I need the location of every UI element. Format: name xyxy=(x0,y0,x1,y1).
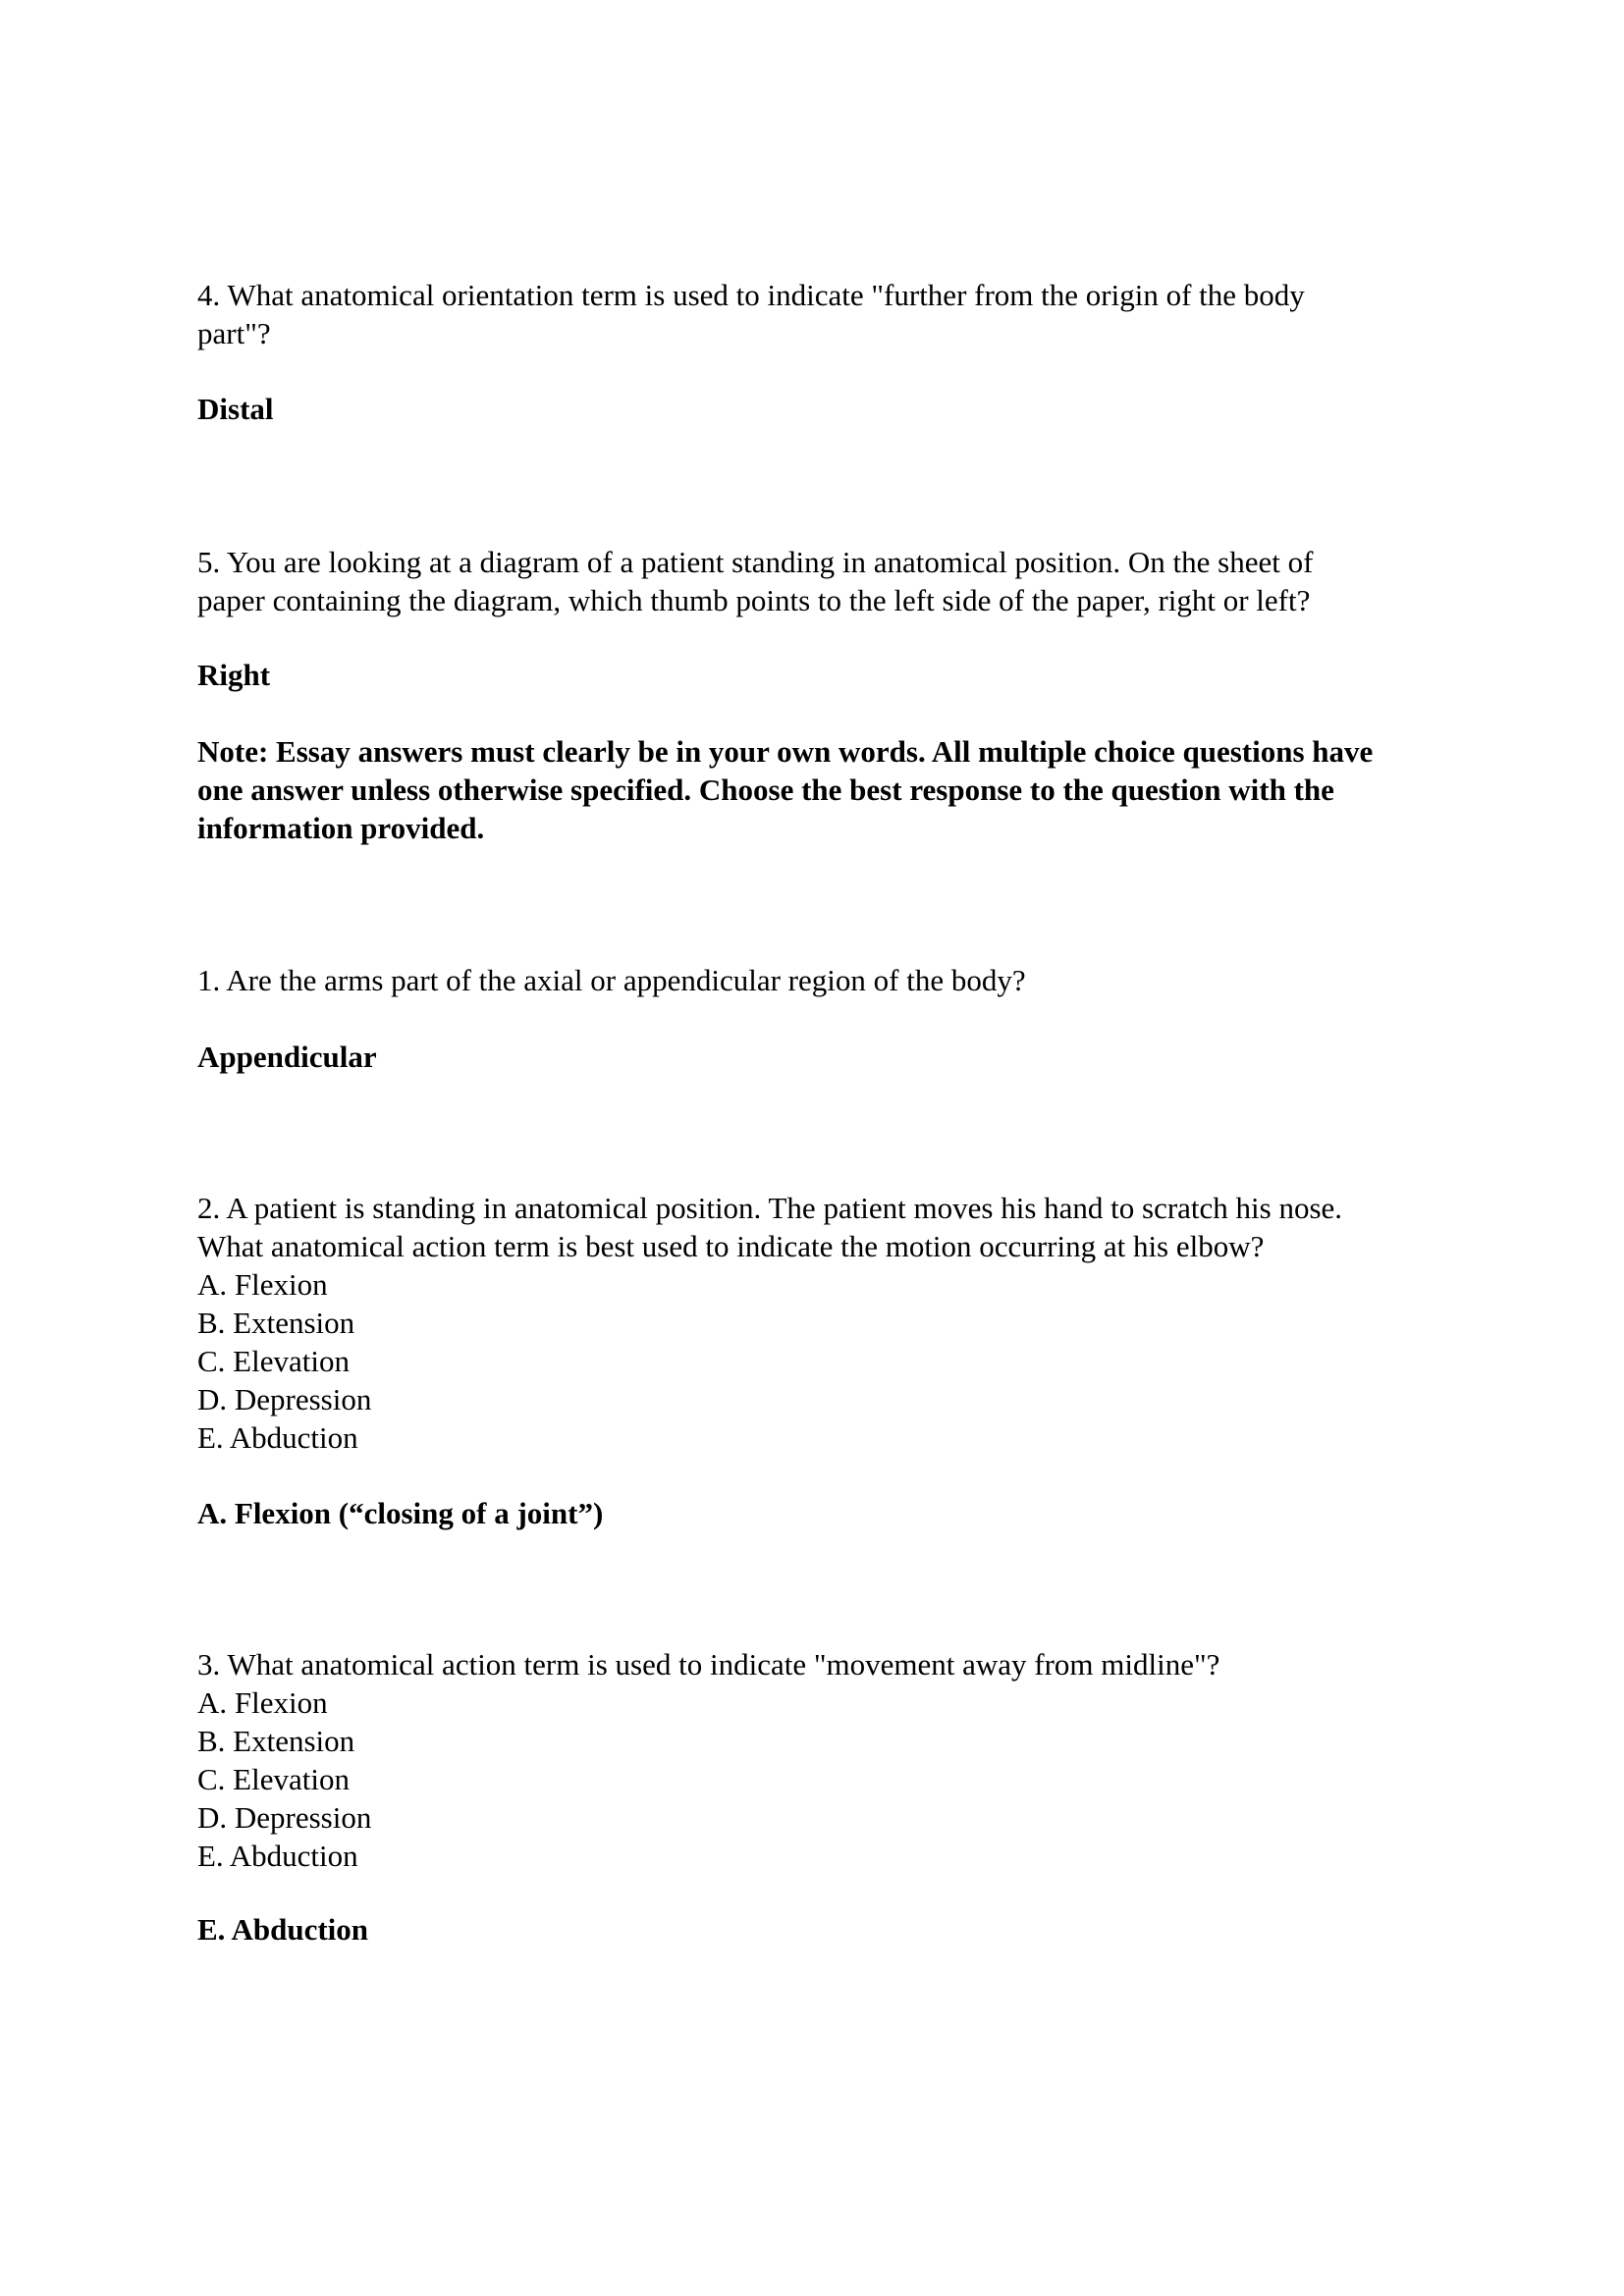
question-text: paper containing the diagram, which thumb points to the left side of the paper, right or left? xyxy=(197,583,1311,617)
question-text: part"? xyxy=(197,316,271,350)
option-d: D. Depression xyxy=(197,1800,372,1835)
option-d: D. Depression xyxy=(197,1382,372,1416)
question-1: 1. Are the arms part of the axial or appendicular region of the body? xyxy=(197,963,1026,997)
option-b: B. Extension xyxy=(197,1306,355,1340)
question-text: 5. You are looking at a diagram of a patient standing in anatomical position. On the sheet of xyxy=(197,545,1314,579)
note-line: one answer unless otherwise specified. Choose the best response to the question with the xyxy=(197,773,1334,807)
option-e: E. Abduction xyxy=(197,1839,358,1873)
question-4 xyxy=(197,276,1305,352)
answer-2: A. Flexion (“closing of a joint”) xyxy=(197,1496,604,1530)
note-line: Note: Essay answers must clearly be in your own words. All multiple choice questions have xyxy=(197,734,1374,769)
option-a: A. Flexion xyxy=(197,1267,328,1302)
question-5 xyxy=(197,543,1313,619)
note-line: information provided. xyxy=(197,811,485,845)
question-text: What anatomical action term is best used to indicate the motion occurring at his elbow? xyxy=(197,1229,1265,1263)
option-b: B. Extension xyxy=(197,1724,355,1758)
question-text: 4. What anatomical orientation term is used to indicate "further from the origin of the body xyxy=(197,278,1305,312)
answer-1: Appendicular xyxy=(197,1040,377,1074)
option-c: C. Elevation xyxy=(197,1344,350,1378)
answer-3: E. Abduction xyxy=(197,1912,369,1947)
question-text: 2. A patient is standing in anatomical position. The patient moves his hand to scratch his nose. xyxy=(197,1191,1343,1225)
option-c: C. Elevation xyxy=(197,1762,350,1796)
answer-4: Distal xyxy=(197,392,274,426)
instructions-note xyxy=(197,732,1373,847)
question-text: 3. What anatomical action term is used to indicate "movement away from midline"? xyxy=(197,1647,1220,1682)
question-2 xyxy=(197,1189,1342,1457)
option-a: A. Flexion xyxy=(197,1685,328,1720)
question-3 xyxy=(197,1645,1219,1875)
answer-5: Right xyxy=(197,658,271,692)
option-e: E. Abduction xyxy=(197,1420,358,1455)
